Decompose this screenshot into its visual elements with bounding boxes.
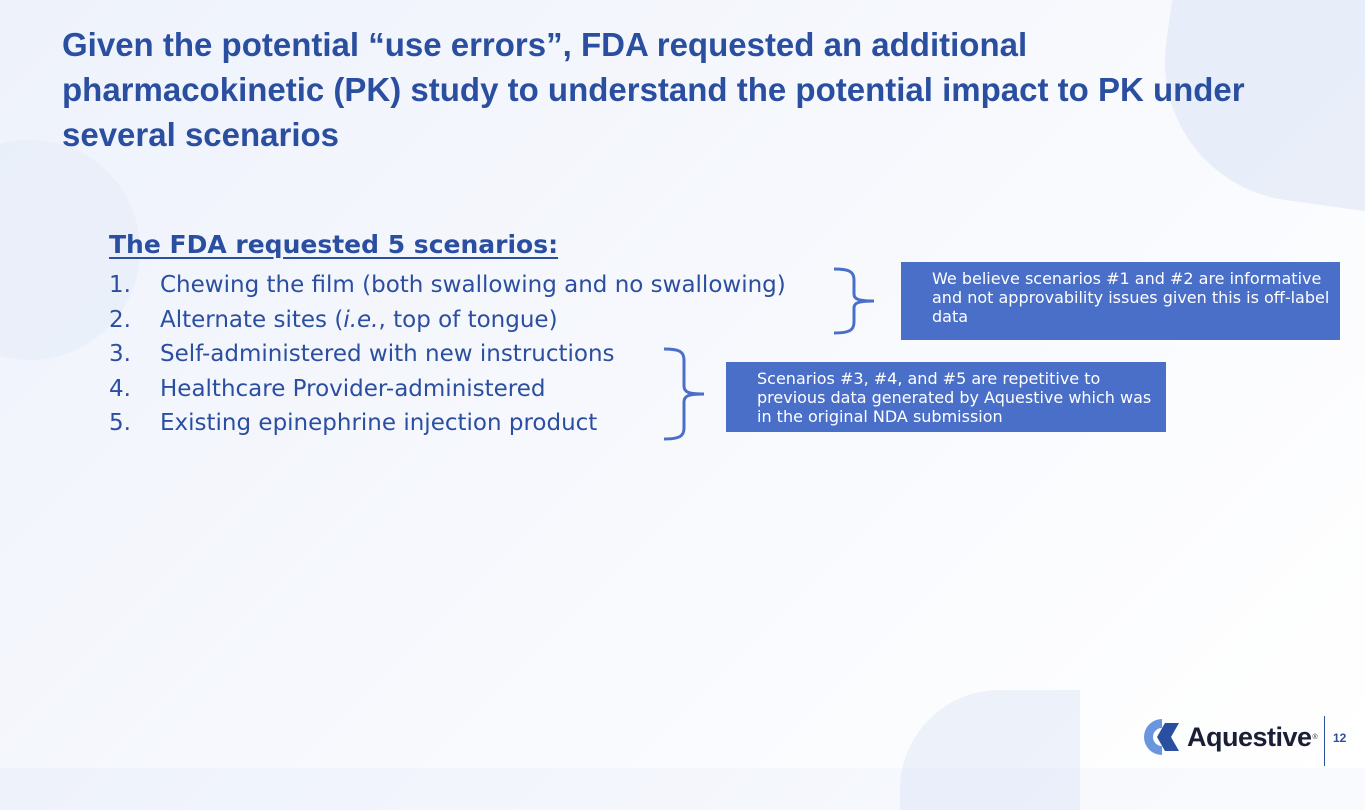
list-number: 4.	[109, 375, 131, 402]
footer-divider	[1324, 716, 1325, 766]
list-text: Self-administered with new instructions	[160, 341, 615, 367]
list-item	[109, 303, 786, 338]
list-text-italic: i.e.	[343, 306, 379, 333]
registered-mark: ®	[1312, 733, 1318, 741]
aquestive-logo-icon	[1142, 717, 1182, 757]
list-number: 5.	[109, 410, 131, 436]
list-item	[109, 268, 786, 303]
list-text: Chewing the film (both swallowing and no swallowing)	[160, 272, 786, 298]
list-text-after: , top of tongue)	[378, 306, 558, 333]
list-text-before: Alternate sites (	[160, 306, 344, 333]
page-number: 12	[1333, 731, 1347, 745]
logo-text: Aquestive	[1187, 721, 1312, 752]
brace-icon	[830, 266, 878, 336]
callout-box: Scenarios #3, #4, and #5 are repetitive to previous data generated by Aquestive which was in the original NDA submission	[726, 362, 1166, 432]
callout-box: We believe scenarios #1 and #2 are informative and not approvability issues given this is off-label data	[901, 262, 1340, 340]
list-number: 3.	[109, 341, 131, 367]
list-number: 1.	[109, 272, 131, 298]
company-logo	[1142, 716, 1318, 758]
list-text: Existing epinephrine injection product	[160, 410, 598, 436]
list-text: Healthcare Provider-administered	[160, 375, 546, 402]
background-shape	[900, 690, 1080, 810]
list-number: 2.	[109, 306, 131, 333]
slide-title: Given the potential “use errors”, FDA requested an additional pharmacokinetic (PK) study to understand the potential impact to PK under several scenarios	[62, 26, 1245, 153]
brace-icon	[660, 346, 708, 442]
scenarios-heading: The FDA requested 5 scenarios:	[109, 230, 559, 259]
